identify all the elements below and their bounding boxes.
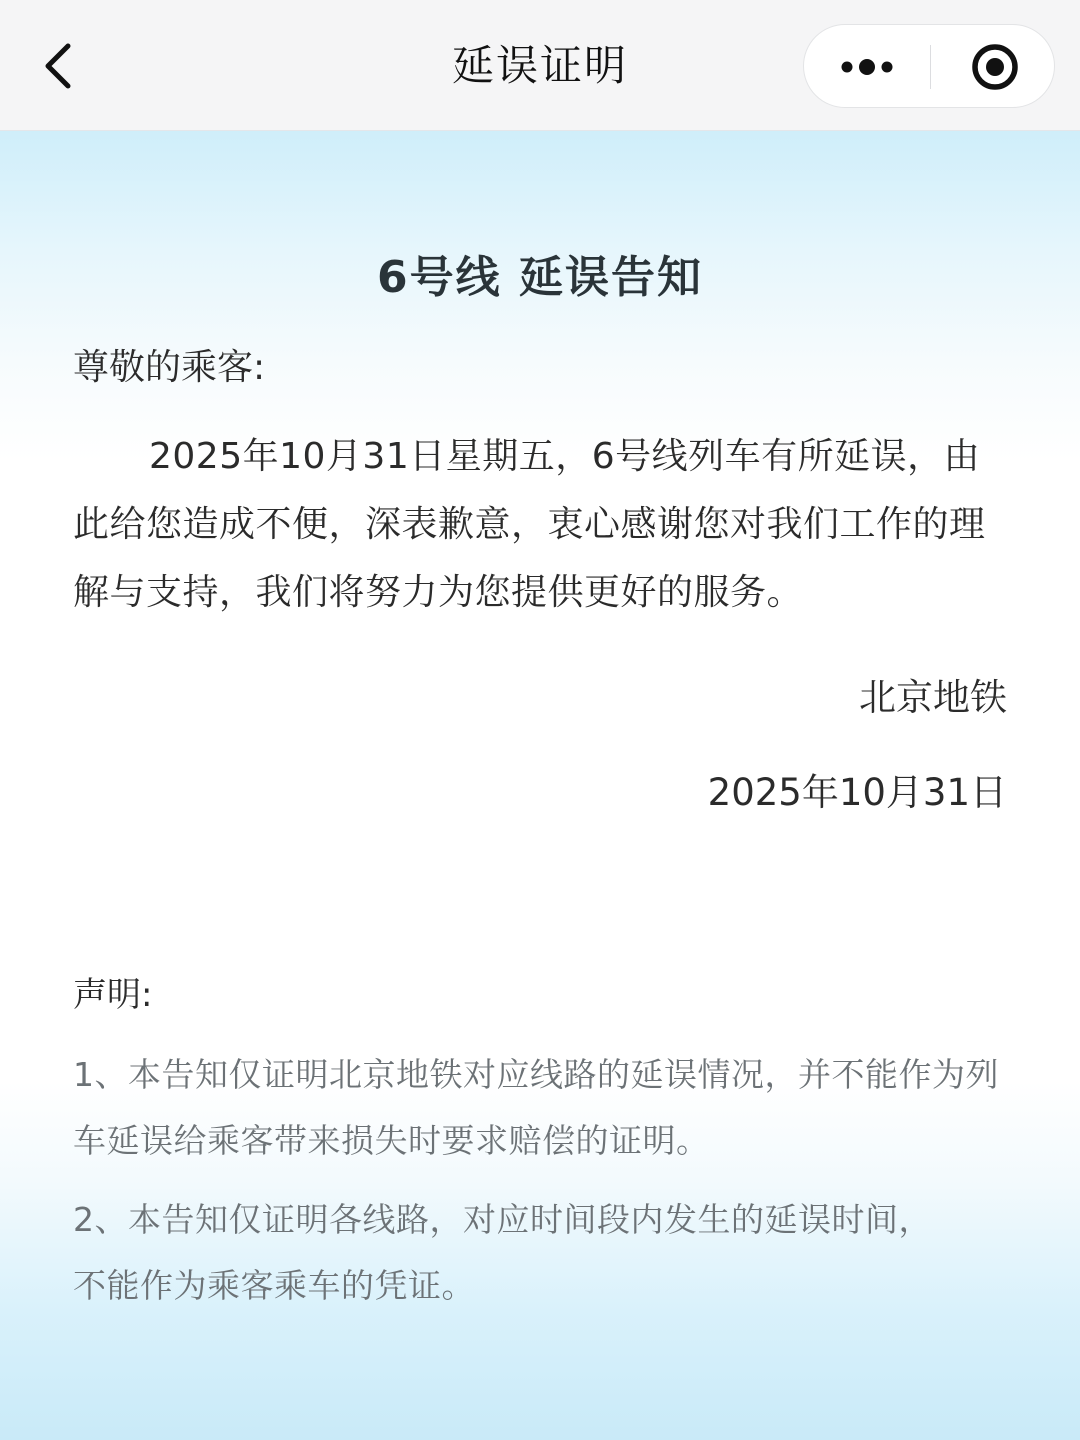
declaration-item: 2、本告知仅证明各线路，对应时间段内发生的延误时间，不能作为乘客乘车的凭证。 [73, 1200, 932, 1305]
declaration-item: 1、本告知仅证明北京地铁对应线路的延误情况，并不能作为列车延误给乘客带来损失时要求赔偿的证明。 [73, 1055, 999, 1160]
greeting-text: 尊敬的乘客: [73, 347, 266, 388]
chevron-left-icon [30, 34, 90, 98]
target-close-icon [931, 25, 1056, 109]
close-mini-program-button[interactable] [931, 25, 1056, 109]
more-button[interactable] [804, 25, 930, 109]
notice-title: 6号线 延误告知 [377, 252, 703, 303]
notice-content [0, 131, 1080, 1440]
more-dots-icon [804, 25, 930, 109]
back-button[interactable] [30, 34, 90, 98]
page-title: 延误证明 [451, 41, 628, 90]
mini-program-capsule [803, 24, 1055, 108]
navigation-bar [0, 0, 1080, 131]
notice-date: 2025年10月31日 [707, 771, 1007, 814]
signature-text: 北京地铁 [859, 676, 1007, 719]
notice-body: 2025年10月31日星期五，6号线列车有所延误，由此给您造成不便，深表歉意，衷心感谢您对我们工作的理解与支持，我们将努力为您提供更好的服务。 [73, 436, 986, 613]
declaration-title: 声明: [73, 975, 153, 1015]
